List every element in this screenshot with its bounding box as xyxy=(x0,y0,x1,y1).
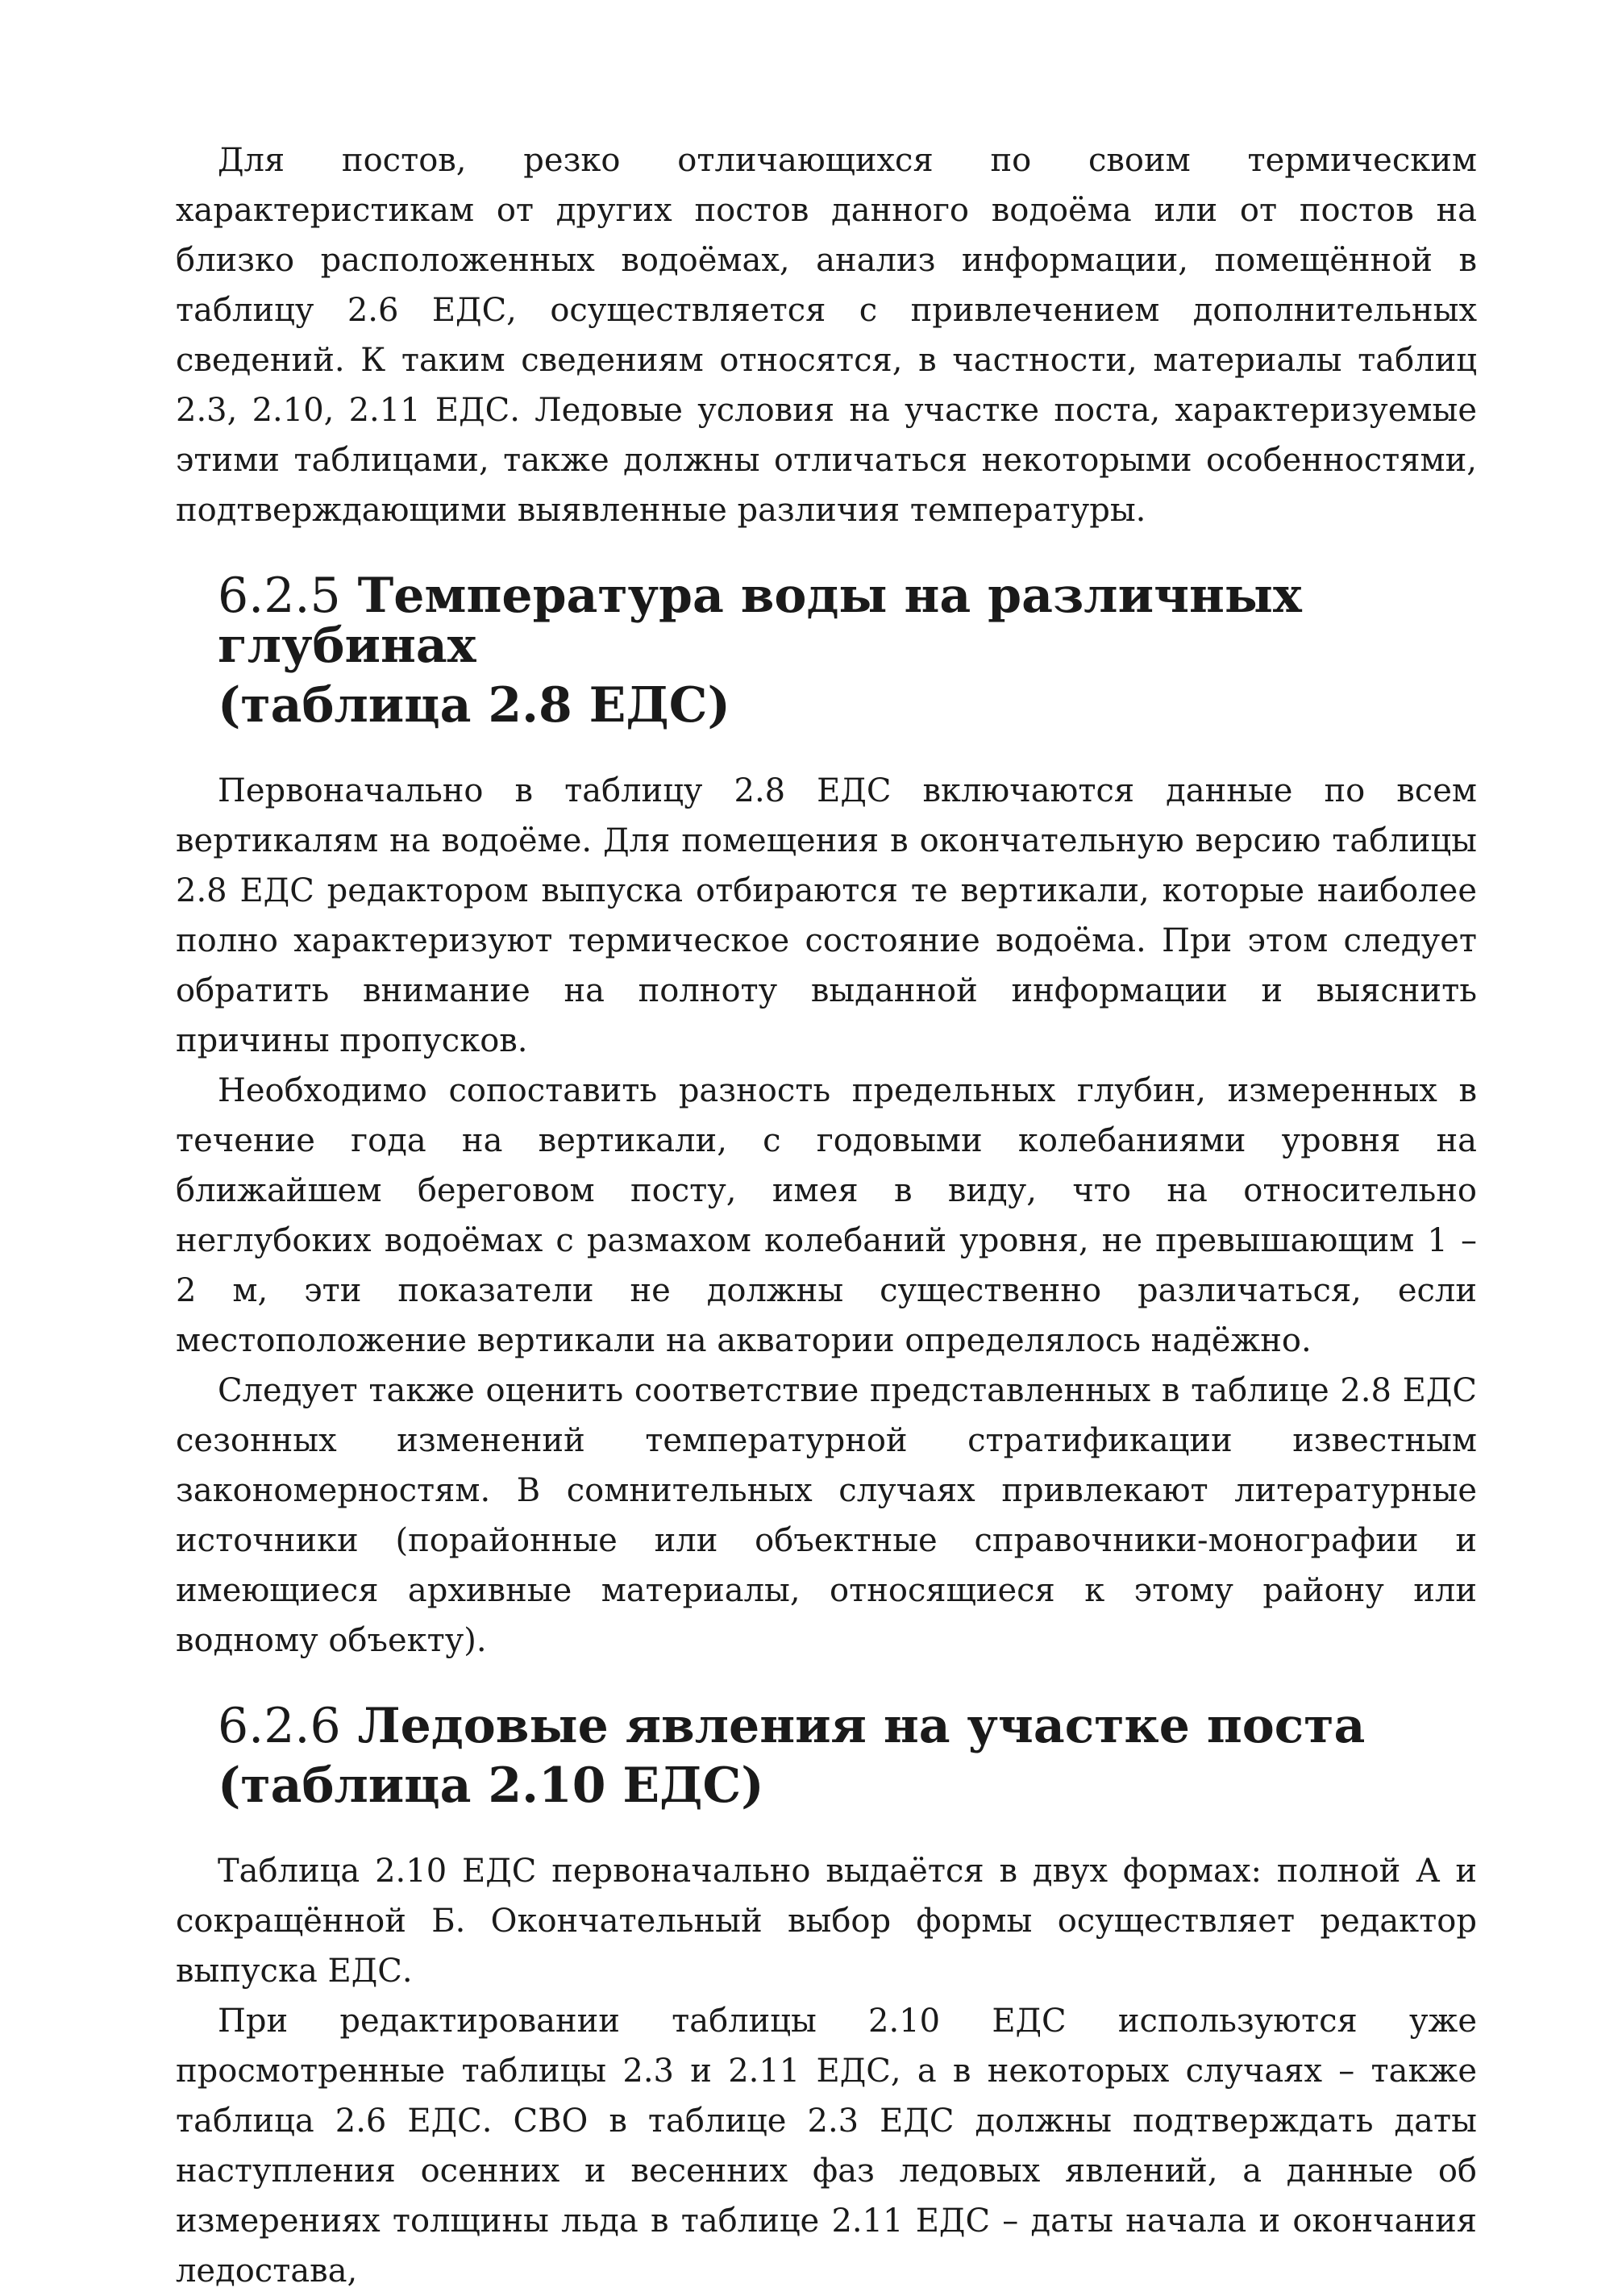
document-page xyxy=(176,135,1477,2296)
section-subtitle: (таблица 2.8 ЕДС) xyxy=(218,677,730,734)
section-heading-6-2-5 xyxy=(176,568,1477,734)
section-title: Ледовые явления на участке поста xyxy=(357,1698,1366,1754)
section-number: 6.2.6 xyxy=(218,1698,341,1754)
paragraph-intro: Для постов, резко отличающихся по своим термическим характеристикам от других постов данного водоёма или от постов на близко расположенных водоёмах, анализ информации, помещённой в таблицу 2.6 ЕДС, осуществляется с привлечением дополнительных сведений. К таким сведениям относятся, в частности, материалы таблиц 2.3, 2.10, 2.11 ЕДС. Ледовые условия на участке поста, характеризуемые этими таблицами, также должны отличаться некоторыми особенностями, подтверждающими выявленные различия температуры. xyxy=(176,142,1477,529)
section-title: Температура воды на различных глубинах xyxy=(218,568,1302,674)
paragraph-6-2-6-2: При редактировании таблицы 2.10 ЕДС используются уже просмотренные таблицы 2.3 и 2.11 ЕДС, а в некоторых случаях – также таблица 2.6 ЕДС. СВО в таблице 2.3 ЕДС должны подтверждать даты наступления осенних и весенних фаз ледовых явлений, а данные об измерениях толщины льда в таблице 2.11 ЕДС – даты начала и окончания ледостава, xyxy=(176,2003,1477,2290)
section-heading-6-2-6 xyxy=(176,1698,1477,1814)
section-subtitle: (таблица 2.10 ЕДС) xyxy=(218,1757,764,1814)
paragraph-6-2-6-1: Таблица 2.10 ЕДС первоначально выдаётся в двух формах: полной А и сокращённой Б. Окончательный выбор формы осуществляет редактор выпуска ЕДС. xyxy=(176,1853,1477,1990)
paragraph-6-2-5-3: Следует также оценить соответствие представленных в таблице 2.8 ЕДС сезонных изменений температурной стратификации известным закономерностям. В сомнительных случаях привлекают литературные источники (порайонные или объектные справочники-монографии и имеющиеся архивные материалы, относящиеся к этому району или водному объекту). xyxy=(176,1372,1477,1659)
section-number: 6.2.5 xyxy=(218,568,341,624)
paragraph-6-2-5-2: Необходимо сопоставить разность предельных глубин, измеренных в течение года на вертикали, с годовыми колебаниями уровня на ближайшем береговом посту, имея в виду, что на относительно неглубоких водоёмах с размахом колебаний уровня, не превышающим 1 – 2 м, эти показатели не должны существенно различаться, если местоположение вертикали на акватории определялось надёжно. xyxy=(176,1072,1477,1359)
paragraph-6-2-5-1: Первоначально в таблицу 2.8 ЕДС включаются данные по всем вертикалям на водоёме. Для помещения в окончательную версию таблицы 2.8 ЕДС редактором выпуска отбираются те вертикали, которые наиболее полно характеризуют термическое состояние водоёма. При этом следует обратить внимание на полноту выданной информации и выяснить причины пропусков. xyxy=(176,772,1477,1059)
